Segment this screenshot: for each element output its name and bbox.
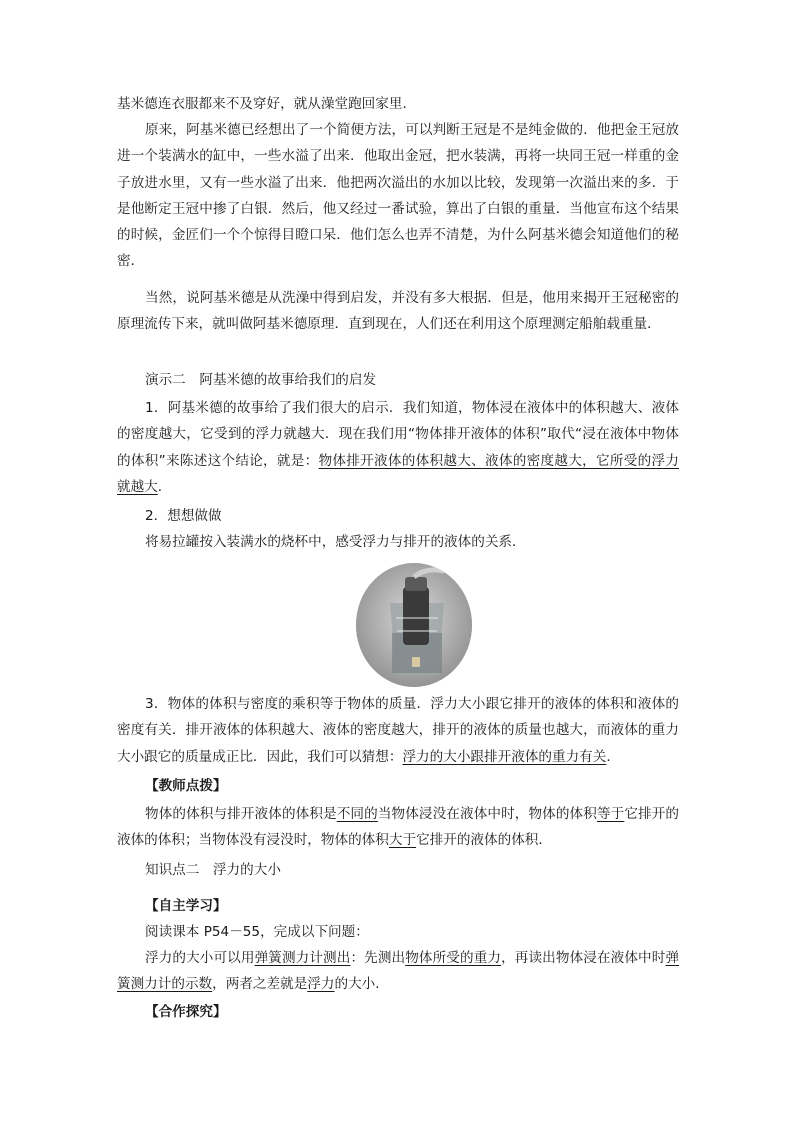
item-2-text: 将易拉罐按入装满水的烧杯中，感受浮力与排开的液体的关系． (145, 534, 526, 550)
teacher-tip-part-c: 它排开的液体的体积；当物体没有浸没时，物体的体积 (117, 806, 680, 849)
paragraph-principle: 当然，说阿基米德是从洗澡中得到启发，并没有多大根据．但是，他用来揭开王冠秘密的原理流传下来，就叫做阿基米德原理．直到现在，人们还在利用这个原理测定船舶载重量． (117, 290, 679, 333)
knowledge-point-2-heading: 知识点二 浮力的大小 (145, 862, 281, 878)
item-1 (117, 395, 679, 500)
paragraph-crown-method: 原来，阿基米德已经想出了一个简便方法，可以判断王冠是不是纯金做的．他把金王冠放进一个装满水的缸中，一些水溢了出来．他取出金冠，把水装满，再将一块同王冠一样重的金子放进水里，又有一些水溢了出来．他把两次溢出的水加以比较，发现第一次溢出来的多．于是他断定王冠中掺了白银．然后，他又经过一番试验，算出了白银的重量．当他宣布这个结果的时候，金匠们一个个惊得目瞪口呆．他们怎么也弄不清楚，为什么阿基米德会知道他们的秘密． (117, 122, 679, 270)
teacher-tip-part-d: 它排开的液体的体积． (416, 832, 552, 849)
measure-part-c: ，再读出物体浸在液体中时 (501, 950, 666, 966)
measure-part-e: 的大小． (334, 976, 389, 993)
measure-part-d: ，两者之差就是 (212, 976, 308, 993)
item-3-end: . (606, 748, 611, 765)
item-2-heading: 2．想想做做 (145, 508, 222, 524)
demo-two-heading: 演示二 阿基米德的故事给我们的启发 (145, 372, 377, 388)
item-1-end: . (157, 478, 163, 495)
teacher-tip-answer-1: 不同的 (336, 806, 378, 822)
item-1-answer: 物体排开液体的体积越大、液体的密度越大，它所受的浮力就越大 (117, 452, 679, 495)
teacher-tip-text (117, 801, 679, 854)
beaker-can-photo (356, 563, 472, 687)
measure-answer-1: 弹簧测力计测出 (254, 950, 351, 966)
item-1-text: 1．阿基米德的故事给了我们很大的启示．我们知道，物体浸在液体中的体积越大、液体的密度越大，它受到的浮力就越大．现在我们用“物体排开液体的体积”取代“浸在液体中物体的体积”来陈述这个结论，就是： (117, 400, 679, 469)
paragraph-story-end: 基米德连衣服都来不及穿好，就从澡堂跑回家里． (117, 96, 417, 112)
cooperative-inquiry-heading: 【合作探究】 (145, 1004, 227, 1020)
teacher-tip-answer-2: 等于 (596, 806, 625, 822)
teacher-tip-answer-3: 大于 (388, 832, 417, 849)
buoyancy-measure-text (117, 945, 679, 998)
item-3 (117, 691, 679, 770)
reading-instruction: 阅读课本 P54－55，完成以下问题： (145, 924, 369, 940)
item-3-answer: 浮力的大小跟排开液体的重力有关 (402, 748, 607, 765)
teacher-tip-part-b: 当物体浸没在液体中时，物体的体积 (377, 806, 597, 822)
measure-answer-2: 物体所受的重力 (405, 950, 502, 966)
measure-part-b: ：先测出 (350, 950, 406, 966)
measure-answer-4: 浮力 (307, 976, 335, 993)
teacher-tip-heading: 【教师点拨】 (145, 778, 227, 794)
item-3-text: 3．物体的体积与密度的乘积等于物体的质量．浮力大小跟它排开的液体的体积和液体的密度有关．排开液体的体积越大、液体的密度越大，排开的液体的质量也越大，而液体的重力大小跟它的质量成正比．因此，我们可以猜想： (117, 696, 679, 765)
measure-part-a: 浮力的大小可以用 (145, 950, 255, 966)
teacher-tip-part-a: 物体的体积与排开液体的体积是 (145, 806, 337, 822)
measure-answer-3: 弹簧测力计的示数 (117, 950, 680, 993)
self-study-heading: 【自主学习】 (145, 898, 227, 914)
